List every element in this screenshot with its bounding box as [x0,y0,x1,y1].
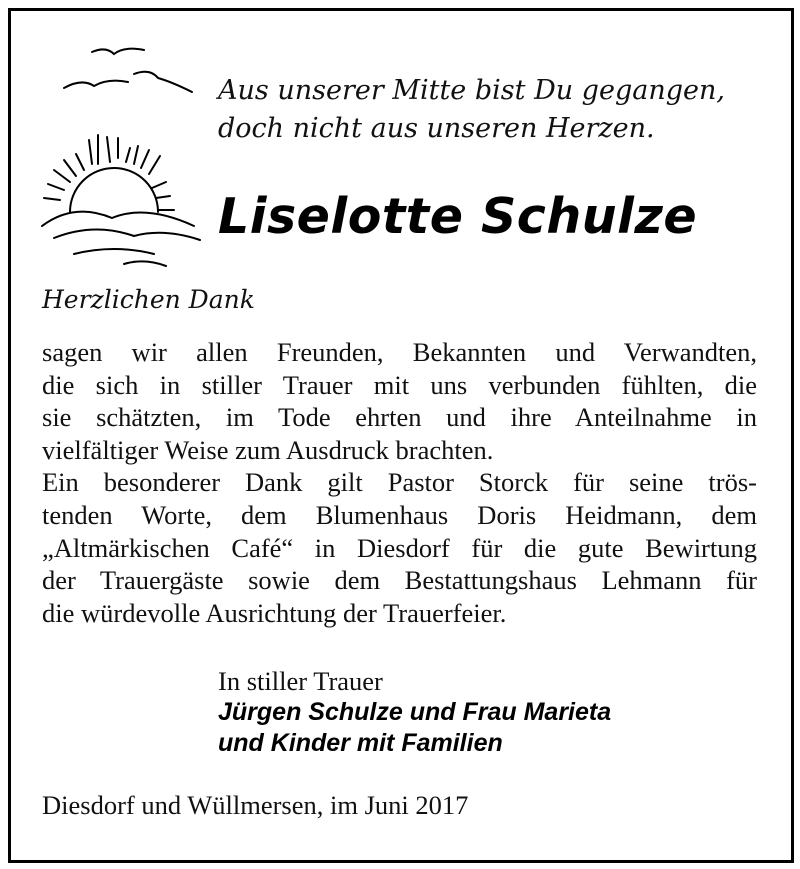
body-line: sagen wir allen Freunden, Bekannten und Verwandten, [42,337,757,367]
motto [218,72,725,148]
place-date: Diesdorf und Wüllmersen, im Juni 2017 [42,790,469,820]
thanks-body [42,336,757,629]
body-line: die sich in stiller Trauer mit uns verbunden fühlten, die [42,369,757,400]
hills [42,212,194,226]
deceased-name: Liselotte Schulze [218,188,698,245]
signers [218,697,611,759]
birds-sunset-illustration [34,40,214,270]
signers-line-1: Jürgen Schulze und Frau Marieta [218,698,612,726]
sun-disc [70,168,158,212]
sunset-icon [42,135,200,266]
signers-line-2: und Kinder mit Familien [218,729,503,757]
thanks-heading: Herzlichen Dank [42,285,255,314]
signoff: In stiller Trauer [218,666,383,696]
body-line: sie schätzten, im Tode ehrten und ihre Anteilnahme in [42,402,757,433]
body-line: die würdevolle Ausrichtung der Trauerfeier. [42,597,507,628]
body-line: „Altmärkischen Café“ in Diesdorf für die gute Bewirtung [42,532,757,563]
body-line: der Trauergäste sowie dem Bestattungshaus Lehmann für [42,565,757,596]
motto-line-1: Aus unserer Mitte bist Du gegangen, [218,75,725,106]
sun-rays [44,135,174,210]
body-line: vielfältiger Weise zum Ausdruck brachten. [42,434,494,465]
birds-icon [64,49,192,92]
motto-line-2: doch nicht aus unseren Herzen. [218,113,655,144]
body-line: Ein besonderer Dank gilt Pastor Storck für seine trös- [42,467,757,498]
body-line: tenden Worte, dem Blumenhaus Doris Heidmann, dem [42,499,757,530]
